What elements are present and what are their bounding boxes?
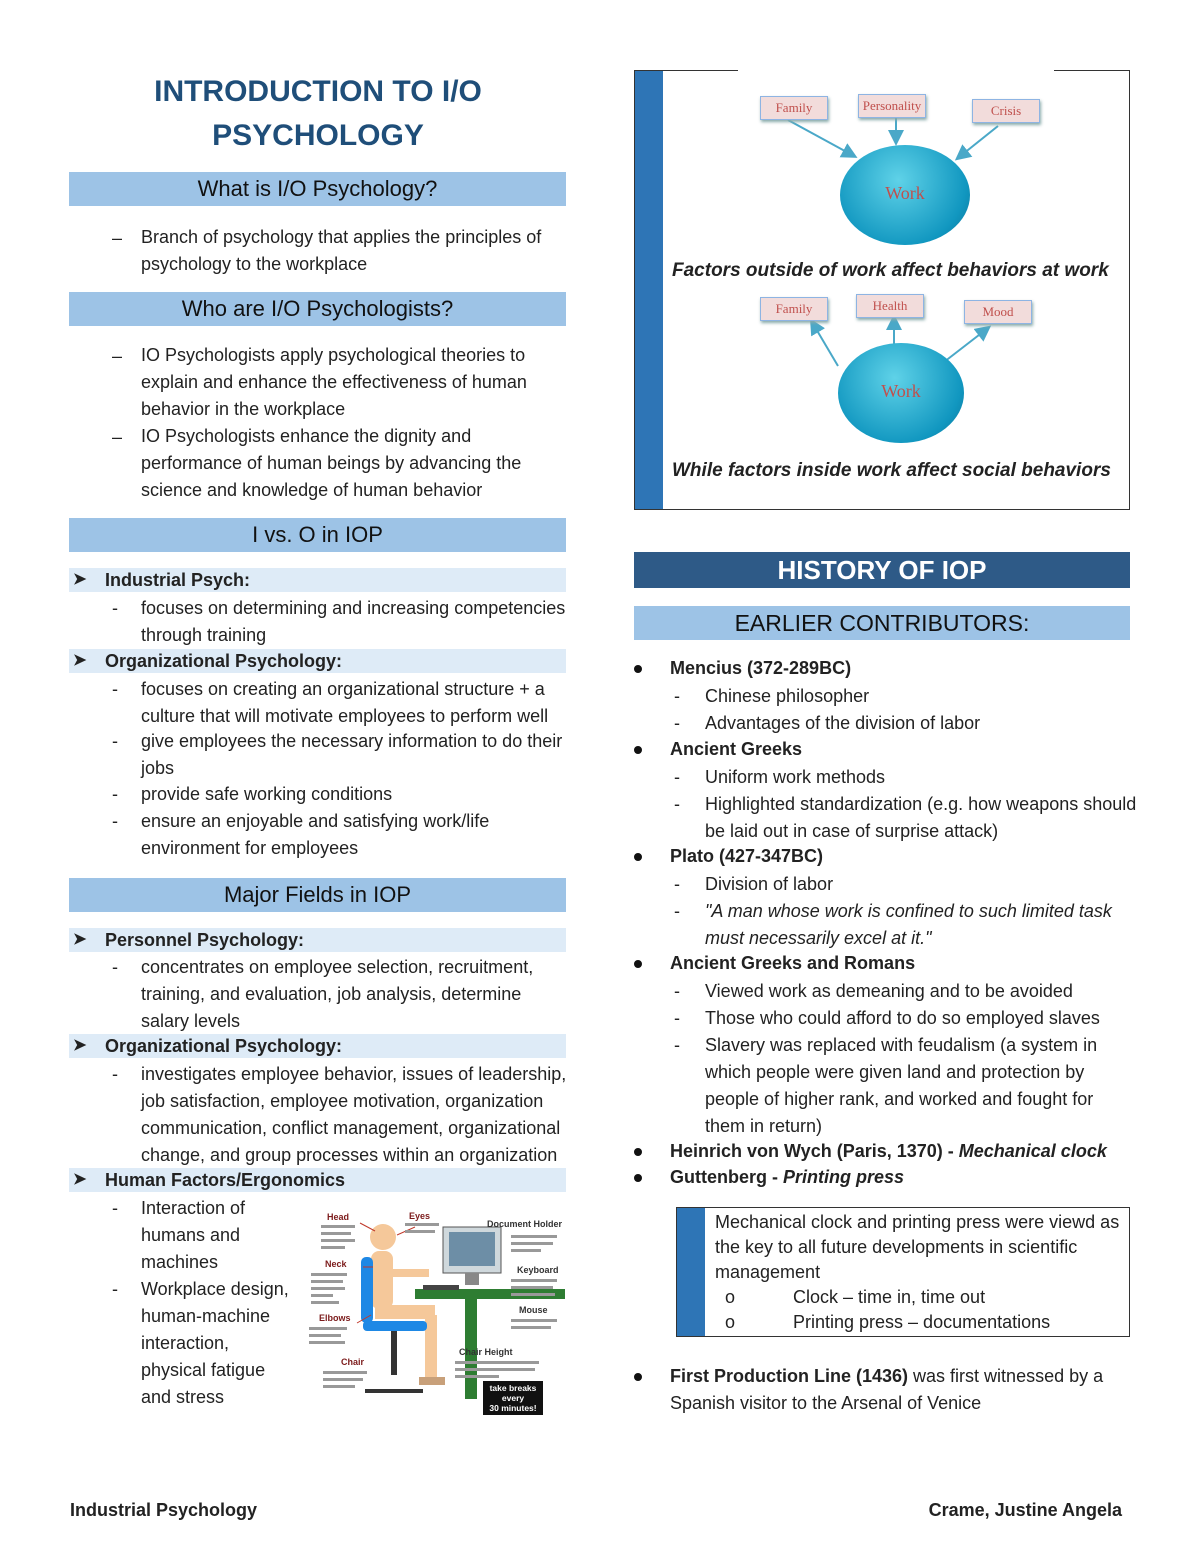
arrow-bullet-icon: ➤ (73, 931, 87, 948)
work-circle: Work (840, 145, 970, 245)
note-item: o Printing press – documentations (725, 1312, 1051, 1332)
bullet-dot (634, 746, 642, 754)
text-line: machines (141, 1252, 219, 1272)
text-line: give employees the necessary information to do their (141, 731, 563, 751)
label-head: Head (327, 1212, 350, 1222)
subheading-organizational: ➤ Organizational Psychology: (69, 649, 566, 673)
text-line: Interaction of (141, 1198, 246, 1218)
text-line: Slavery was replaced with feudalism (a system in (705, 1035, 1098, 1055)
text-line: communication, conflict management, organizational (141, 1118, 561, 1138)
factor-crisis: Crisis (972, 99, 1040, 123)
text-line: investigates employee behavior, issues of leadership, (141, 1064, 567, 1084)
text-line: Branch of psychology that applies the principles of (141, 227, 542, 247)
text-line: behavior in the workplace (141, 399, 346, 419)
diagram-caption: Factors outside of work affect behaviors at work (672, 260, 1109, 281)
accent-bar (635, 71, 663, 509)
accent-bar (677, 1208, 705, 1336)
contributor-mencius: Mencius (372-289BC) (670, 658, 852, 678)
text-line: Uniform work methods (705, 767, 886, 787)
text-line: through training (141, 625, 267, 645)
label-eyes: Eyes (409, 1211, 431, 1221)
diagram-caption-2: While factors inside work affect social behaviors (672, 460, 1111, 481)
subheading-industrial: ➤ Industrial Psych: (69, 568, 566, 592)
footer-author: Crame, Justine Angela (928, 1500, 1122, 1520)
text-line: physical fatigue (141, 1360, 266, 1380)
arrow-bullet-icon: ➤ (73, 571, 87, 588)
text-line: salary levels (141, 1011, 241, 1031)
text-line: human-machine (141, 1306, 271, 1326)
text-line: science and knowledge of human behavior (141, 480, 483, 500)
text-line: provide safe working conditions (141, 784, 393, 804)
arrow-bullet-icon: ➤ (73, 652, 87, 669)
contributor-plato: Plato (427-347BC) (670, 846, 824, 866)
section-heading-fields: Major Fields in IOP (69, 878, 566, 912)
text-line: which people were given land and protection by (705, 1062, 1085, 1082)
text-line: focuses on determining and increasing competencies (141, 598, 566, 618)
text-line: Highlighted standardization (e.g. how weapons should (705, 794, 1137, 814)
text-line: Those who could afford to do so employed slaves (705, 1008, 1100, 1028)
work-circle-2: Work (838, 343, 964, 443)
breaks-line: take breaks (489, 1383, 537, 1393)
factor-personality: Personality (858, 94, 926, 118)
text-line: explain and enhance the effectiveness of human (141, 372, 527, 392)
label-chair-height: Chair Height (459, 1347, 513, 1357)
bullet-dot (634, 1174, 642, 1182)
contributor-guttenberg: Guttenberg - Printing press (670, 1167, 905, 1187)
bullet-dot (634, 1373, 642, 1381)
arrow-bullet-icon: ➤ (73, 1171, 87, 1188)
text-line: management (715, 1262, 821, 1282)
quote-line: "A man whose work is confined to such limited task (705, 901, 1112, 921)
text-line: IO Psychologists apply psychological theories to (141, 345, 526, 365)
label-neck: Neck (325, 1259, 347, 1269)
factor-family-2: Family (760, 297, 828, 321)
text-line: culture that will motivate employees to perform well (141, 706, 549, 726)
label-chair: Chair (341, 1357, 365, 1367)
first-production-line: First Production Line (1436) was first witnessed by a (670, 1366, 1104, 1386)
footer-course: Industrial Psychology (70, 1500, 258, 1520)
text-line: performance of human beings by advancing the (141, 453, 522, 473)
bullet-dot (634, 665, 642, 673)
page-title: INTRODUCTION TO I/O PSYCHOLOGY (154, 75, 482, 152)
text-line: Workplace design, (141, 1279, 289, 1299)
text-line: be laid out in case of surprise attack) (705, 821, 999, 841)
text-line: job satisfaction, employee motivation, organization (141, 1091, 544, 1111)
arrow-bullet-icon: ➤ (73, 1037, 87, 1054)
factor-mood: Mood (964, 300, 1032, 324)
text-line: and stress (141, 1387, 225, 1407)
text-line: the key to all future developments in scientific (715, 1237, 1078, 1257)
history-heading: HISTORY OF IOP (634, 552, 1130, 588)
text-line: environment for employees (141, 838, 359, 858)
label-elbows: Elbows (319, 1313, 351, 1323)
text-line: focuses on creating an organizational structure + a (141, 679, 545, 699)
text-line: interaction, (141, 1333, 230, 1353)
section-heading-what: What is I/O Psychology? (69, 172, 566, 206)
contributor-romans: Ancient Greeks and Romans (670, 953, 916, 973)
label-keyboard: Keyboard (517, 1265, 559, 1275)
text-line: ensure an enjoyable and satisfying work/life (141, 811, 490, 831)
text-line: them in return) (705, 1116, 823, 1136)
subheading-personnel: ➤ Personnel Psychology: (69, 928, 566, 952)
bullet-dot (634, 960, 642, 968)
subheading-human-factors: ➤ Human Factors/Ergonomics (69, 1168, 566, 1192)
text-line: jobs (141, 758, 175, 778)
ergonomics-illustration (305, 1205, 567, 1417)
factor-family: Family (760, 96, 828, 120)
bullet-dot (634, 853, 642, 861)
dash-marker: – (112, 228, 123, 248)
text-line: psychology to the workplace (141, 254, 368, 274)
factor-health: Health (856, 294, 924, 318)
text-line: people of higher rank, and worked and fought for (705, 1089, 1094, 1109)
section-heading-ivo: I vs. O in IOP (69, 518, 566, 552)
dash-marker: – (112, 346, 123, 366)
breaks-line: 30 minutes! (489, 1403, 537, 1413)
text-line: Spanish visitor to the Arsenal of Venice (670, 1393, 982, 1413)
text-line: Mechanical clock and printing press were viewd as (715, 1212, 1120, 1232)
text-line: humans and (141, 1225, 241, 1245)
breaks-line: every (501, 1393, 525, 1403)
dash-marker: – (112, 427, 123, 447)
text-line: Division of labor (705, 874, 834, 894)
earlier-contributors-heading: EARLIER CONTRIBUTORS: (634, 606, 1130, 640)
section-heading-who: Who are I/O Psychologists? (69, 292, 566, 326)
text-line: concentrates on employee selection, recruitment, (141, 957, 534, 977)
contributor-wych: Heinrich von Wych (Paris, 1370) - Mechanical clock (670, 1141, 1107, 1161)
subheading-organizational-2: ➤ Organizational Psychology: (69, 1034, 566, 1058)
text-line: Viewed work as demeaning and to be avoided (705, 981, 1073, 1001)
frame-gap (738, 69, 1054, 72)
text-line: Advantages of the division of labor (705, 713, 981, 733)
quote-line: must necessarily excel at it." (705, 928, 932, 948)
note-box (676, 1207, 1130, 1337)
text-line: training, and evaluation, job analysis, determine (141, 984, 522, 1004)
label-document-holder: Document Holder (487, 1219, 563, 1229)
text-line: IO Psychologists enhance the dignity and (141, 426, 472, 446)
note-item: o Clock – time in, time out (725, 1287, 986, 1307)
text-line: Chinese philosopher (705, 686, 870, 706)
label-mouse: Mouse (519, 1305, 548, 1315)
contributor-greeks: Ancient Greeks (670, 739, 803, 759)
bullet-dot (634, 1148, 642, 1156)
text-line: change, and group processes within an organization (141, 1145, 558, 1165)
